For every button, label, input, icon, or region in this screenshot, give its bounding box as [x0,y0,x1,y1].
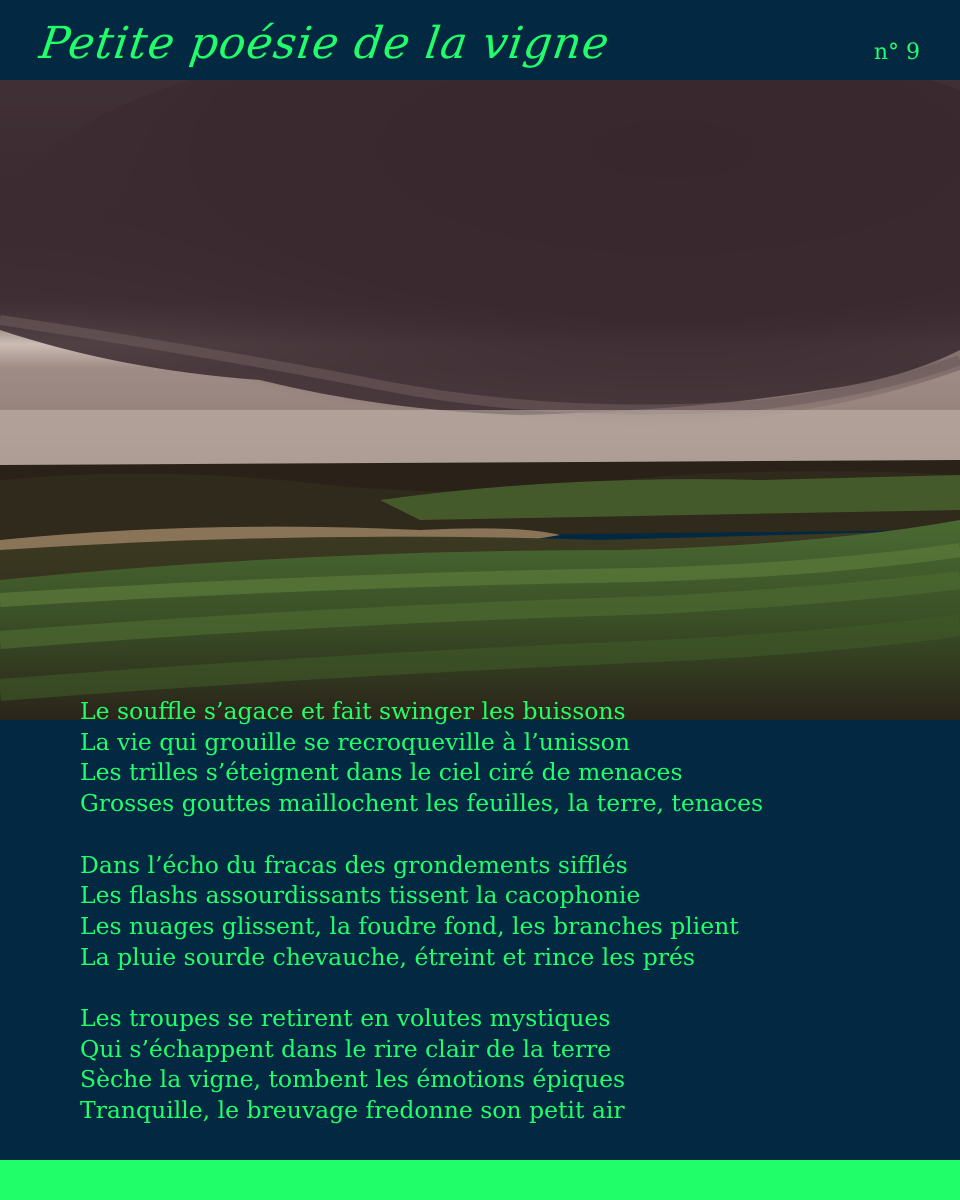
storm-vineyard-photo [0,80,960,720]
footer-bar [0,1160,960,1200]
poem-line: Les troupes se retirent en volutes mystiques [80,1004,611,1032]
poem-line: Les nuages glissent, la foudre fond, les branches plient [80,911,739,940]
poem-line: Les flashs assourdissants tissent la cacophonie [80,881,641,910]
poem-line: Tranquille, le breuvage fredonne son petit air [80,1096,625,1125]
poem-line: Dans l’écho du fracas des grondements sifflés [80,850,628,879]
header-bar [0,0,960,80]
poem-line: La pluie sourde chevauche, étreint et rince les prés [80,942,695,971]
stanza [80,850,940,973]
poem-line: Grosses gouttes maillochent les feuilles, la terre, tenaces [80,789,764,818]
issue-number: n° 9 [873,40,920,65]
poem-line: La vie qui grouille se recroqueville à l’unisson [80,727,630,756]
poem [80,696,940,1157]
stanza [80,1003,940,1126]
poem-line: Le souffle s’agace et fait swinger les buissons [80,697,626,725]
poem-line: Sèche la vigne, tombent les émotions épiques [80,1065,626,1094]
stanza [80,696,940,819]
poem-line: Qui s’échappent dans le rire clair de la terre [80,1034,612,1063]
page-title: Petite poésie de la vigne [36,18,614,69]
poem-line: Les trilles s’éteignent dans le ciel ciré de menaces [80,758,683,787]
